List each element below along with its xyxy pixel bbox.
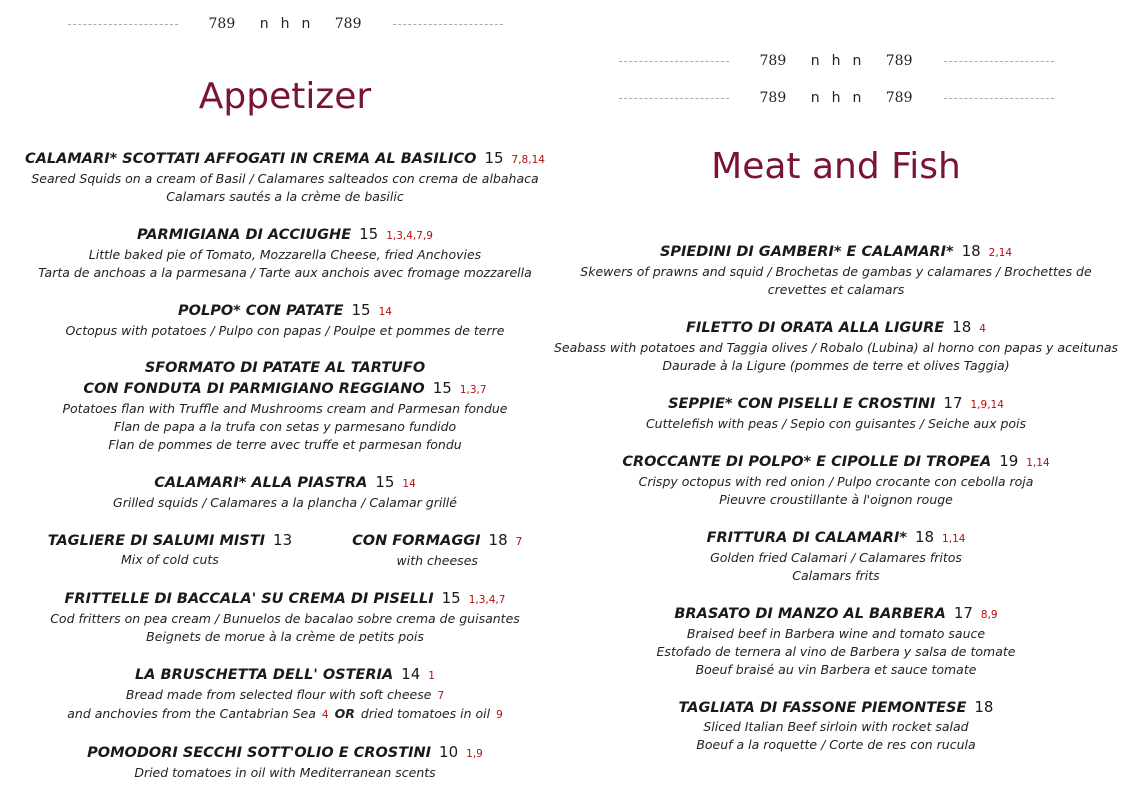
ornament-letter: n	[852, 90, 862, 106]
item-description: Little baked pie of Tomato, Mozzarella Cheese, fried Anchovies	[88, 247, 482, 262]
item-description: Seabass with potatoes and Taggia olives / Robalo (Lubina) al horno con papas y aceitunas	[553, 340, 1119, 355]
item-description: Mix of cold cuts	[121, 552, 219, 567]
item-description: Golden fried Calamari / Calamares fritos	[710, 550, 962, 565]
item-description: with cheeses	[396, 553, 478, 568]
appetizer-list	[0, 148, 570, 800]
item-price: 10	[439, 743, 459, 761]
item-name: CON FONDUTA DI PARMIGIANO REGGIANO	[83, 381, 425, 397]
item-price: 15	[484, 149, 504, 167]
item-allergens: 14	[378, 306, 392, 318]
meat-fish-list	[551, 241, 1121, 772]
meat-fish-title: Meat and Fish	[711, 146, 961, 187]
ornament-letter: n	[301, 16, 311, 32]
item-name: FILETTO DI ORATA ALLA LIGURE	[686, 320, 945, 336]
menu-item	[0, 300, 570, 340]
menu-item	[551, 241, 1121, 299]
ornament-line	[619, 61, 729, 62]
item-description: Sliced Italian Beef sirloin with rocket salad	[703, 719, 969, 734]
menu-item	[0, 472, 570, 512]
ornament-number: 789	[208, 16, 236, 32]
item-allergens: 1	[428, 670, 435, 682]
ornament-number: 789	[759, 53, 787, 69]
menu-item	[0, 148, 570, 206]
item-name: FRITTELLE DI BACCALA' SU CREMA DI PISELLI	[64, 591, 434, 607]
item-allergens: 1,9,14	[970, 399, 1004, 411]
item-allergens: 9	[496, 709, 503, 721]
item-name: POMODORI SECCHI SOTT'OLIO E CROSTINI	[87, 745, 432, 761]
item-price: 17	[943, 394, 963, 412]
item-description: Skewers of prawns and squid / Brochetas de gambas y calamares / Brochettes de	[580, 264, 1092, 279]
item-name: CALAMARI* ALLA PIASTRA	[154, 475, 368, 491]
item-description: Braised beef in Barbera wine and tomato sauce	[686, 626, 986, 641]
ornament-letter: n	[810, 53, 820, 69]
item-name: CALAMARI* SCOTTATI AFFOGATI IN CREMA AL BASILICO	[25, 151, 477, 167]
ornament-line	[68, 24, 178, 25]
item-allergens: 7	[437, 690, 445, 702]
item-price: 15	[375, 473, 395, 491]
item-allergens: 8,9	[980, 609, 998, 621]
item-description: Bread made from selected flour with soft cheese	[125, 687, 432, 702]
item-name: LA BRUSCHETTA DELL' OSTERIA	[135, 667, 394, 683]
item-name: SEPPIE* CON PISELLI E CROSTINI	[668, 396, 936, 412]
item-price: 18	[961, 242, 981, 260]
item-allergens: 1,3,4,7	[468, 594, 506, 606]
item-allergens: 1,14	[1026, 457, 1050, 469]
menu-item	[0, 358, 570, 454]
menu-item	[0, 742, 570, 782]
item-description: Seared Squids on a cream of Basil / Calamares salteados con crema de albahaca	[31, 171, 539, 186]
or-label: OR	[334, 706, 355, 721]
ornament-number: 789	[759, 90, 787, 106]
item-allergens: 2,14	[988, 247, 1013, 259]
item-description: Potatoes flan with Truffle and Mushrooms cream and Parmesan fondue	[62, 401, 508, 416]
item-price: 18	[974, 698, 994, 716]
menu-item	[0, 224, 570, 282]
item-description: Beignets de morue à la crème de petits pois	[146, 629, 424, 644]
ornament-letter: n	[852, 53, 862, 69]
item-name: PARMIGIANA DI ACCIUGHE	[137, 227, 352, 243]
item-allergens: 7,8,14	[511, 154, 545, 166]
menu-item	[551, 697, 1121, 754]
menu-item	[0, 664, 570, 724]
item-description: Boeuf a la roquette / Corte de res con rucula	[696, 737, 976, 752]
ornament-letter: h	[280, 16, 290, 32]
item-name: SPIEDINI DI GAMBERI* E CALAMARI*	[659, 244, 954, 260]
item-price: 14	[401, 665, 421, 683]
ornament-letter: h	[831, 53, 841, 69]
item-description: Octopus with potatoes / Pulpo con papas / Poulpe et pommes de terre	[65, 323, 505, 338]
menu-item	[551, 603, 1121, 679]
item-price: 18	[488, 531, 508, 549]
item-allergens: 1,9	[466, 748, 483, 760]
ornament-letter: n	[810, 90, 820, 106]
item-description: Daurade à la Ligure (pommes de terre et olives Taggia)	[662, 358, 1010, 373]
item-description: dried tomatoes in oil	[360, 706, 491, 721]
item-description: crevettes et calamars	[767, 282, 905, 297]
header-ornament	[551, 53, 1121, 69]
item-price: 15	[432, 379, 452, 397]
menu-item	[551, 527, 1121, 585]
item-name: SFORMATO DI PATATE AL TARTUFO	[144, 360, 426, 376]
ornament-line	[944, 98, 1054, 99]
item-price: 18	[952, 318, 972, 336]
item-price: 13	[273, 531, 293, 549]
item-price: 15	[441, 589, 461, 607]
item-allergens: 1,14	[942, 533, 966, 545]
item-allergens: 1,3,4,7,9	[386, 230, 433, 242]
item-price: 15	[359, 225, 379, 243]
ornament-line	[619, 98, 729, 99]
item-allergens: 4	[979, 323, 986, 335]
item-description: Estofado de ternera al vino de Barbera y salsa de tomate	[656, 644, 1016, 659]
menu-item	[551, 317, 1121, 375]
item-name: TAGLIATA DI FASSONE PIEMONTESE	[678, 700, 967, 716]
item-allergens: 1,3,7	[459, 384, 487, 396]
item-name: POLPO* CON PATATE	[178, 303, 344, 319]
ornament-line	[393, 24, 503, 25]
item-price: 19	[999, 452, 1019, 470]
item-allergens: 7	[515, 536, 523, 548]
item-allergens: 14	[402, 478, 416, 490]
ornament-number: 789	[334, 16, 362, 32]
menu-item	[0, 530, 570, 570]
item-name: TAGLIERE DI SALUMI MISTI	[47, 533, 266, 549]
item-name: CON FORMAGGI	[352, 533, 481, 549]
item-description: Cuttelefish with peas / Sepio con guisantes / Seiche aux pois	[645, 416, 1027, 431]
item-allergens: 4	[321, 709, 329, 721]
item-price: 18	[914, 528, 935, 546]
menu-item	[551, 451, 1121, 509]
header-ornament	[0, 16, 570, 32]
ornament-letter: h	[831, 90, 841, 106]
item-description: Flan de pommes de terre avec truffe et parmesan fondu	[108, 437, 462, 452]
ornament-number: 789	[885, 53, 913, 69]
menu-item	[0, 588, 570, 646]
item-description: Pieuvre croustillante à l'oignon rouge	[719, 492, 953, 507]
item-description: Calamars frits	[792, 568, 880, 583]
item-description: Dried tomatoes in oil with Mediterranean scents	[134, 765, 436, 780]
item-description: Cod fritters on pea cream / Bunuelos de bacalao sobre crema de guisantes	[50, 611, 520, 626]
item-description: and anchovies from the Cantabrian Sea	[67, 706, 316, 721]
item-price: 15	[351, 301, 371, 319]
item-description: Calamars sautés a la crème de basilic	[166, 189, 404, 204]
item-name: BRASATO DI MANZO AL BARBERA	[674, 606, 946, 622]
item-description: Grilled squids / Calamares a la plancha / Calamar grillé	[113, 495, 457, 510]
item-description: Crispy octopus with red onion / Pulpo crocante con cebolla roja	[638, 474, 1034, 489]
item-price: 17	[953, 604, 973, 622]
appetizer-title: Appetizer	[198, 76, 372, 117]
ornament-line	[944, 61, 1054, 62]
ornament-number: 789	[885, 90, 913, 106]
item-description: Tarta de anchoas a la parmesana / Tarte aux anchois avec fromage mozzarella	[38, 265, 532, 280]
ornament-letter: n	[259, 16, 269, 32]
header-ornament	[551, 90, 1121, 106]
menu-item	[551, 393, 1121, 433]
item-description: Boeuf braisé au vin Barbera et sauce tomate	[695, 662, 977, 677]
item-name: CROCCANTE DI POLPO* E CIPOLLE DI TROPEA	[622, 454, 992, 470]
item-name: FRITTURA DI CALAMARI*	[706, 530, 907, 546]
item-description: Flan de papa a la trufa con setas y parmesano fundido	[113, 419, 457, 434]
